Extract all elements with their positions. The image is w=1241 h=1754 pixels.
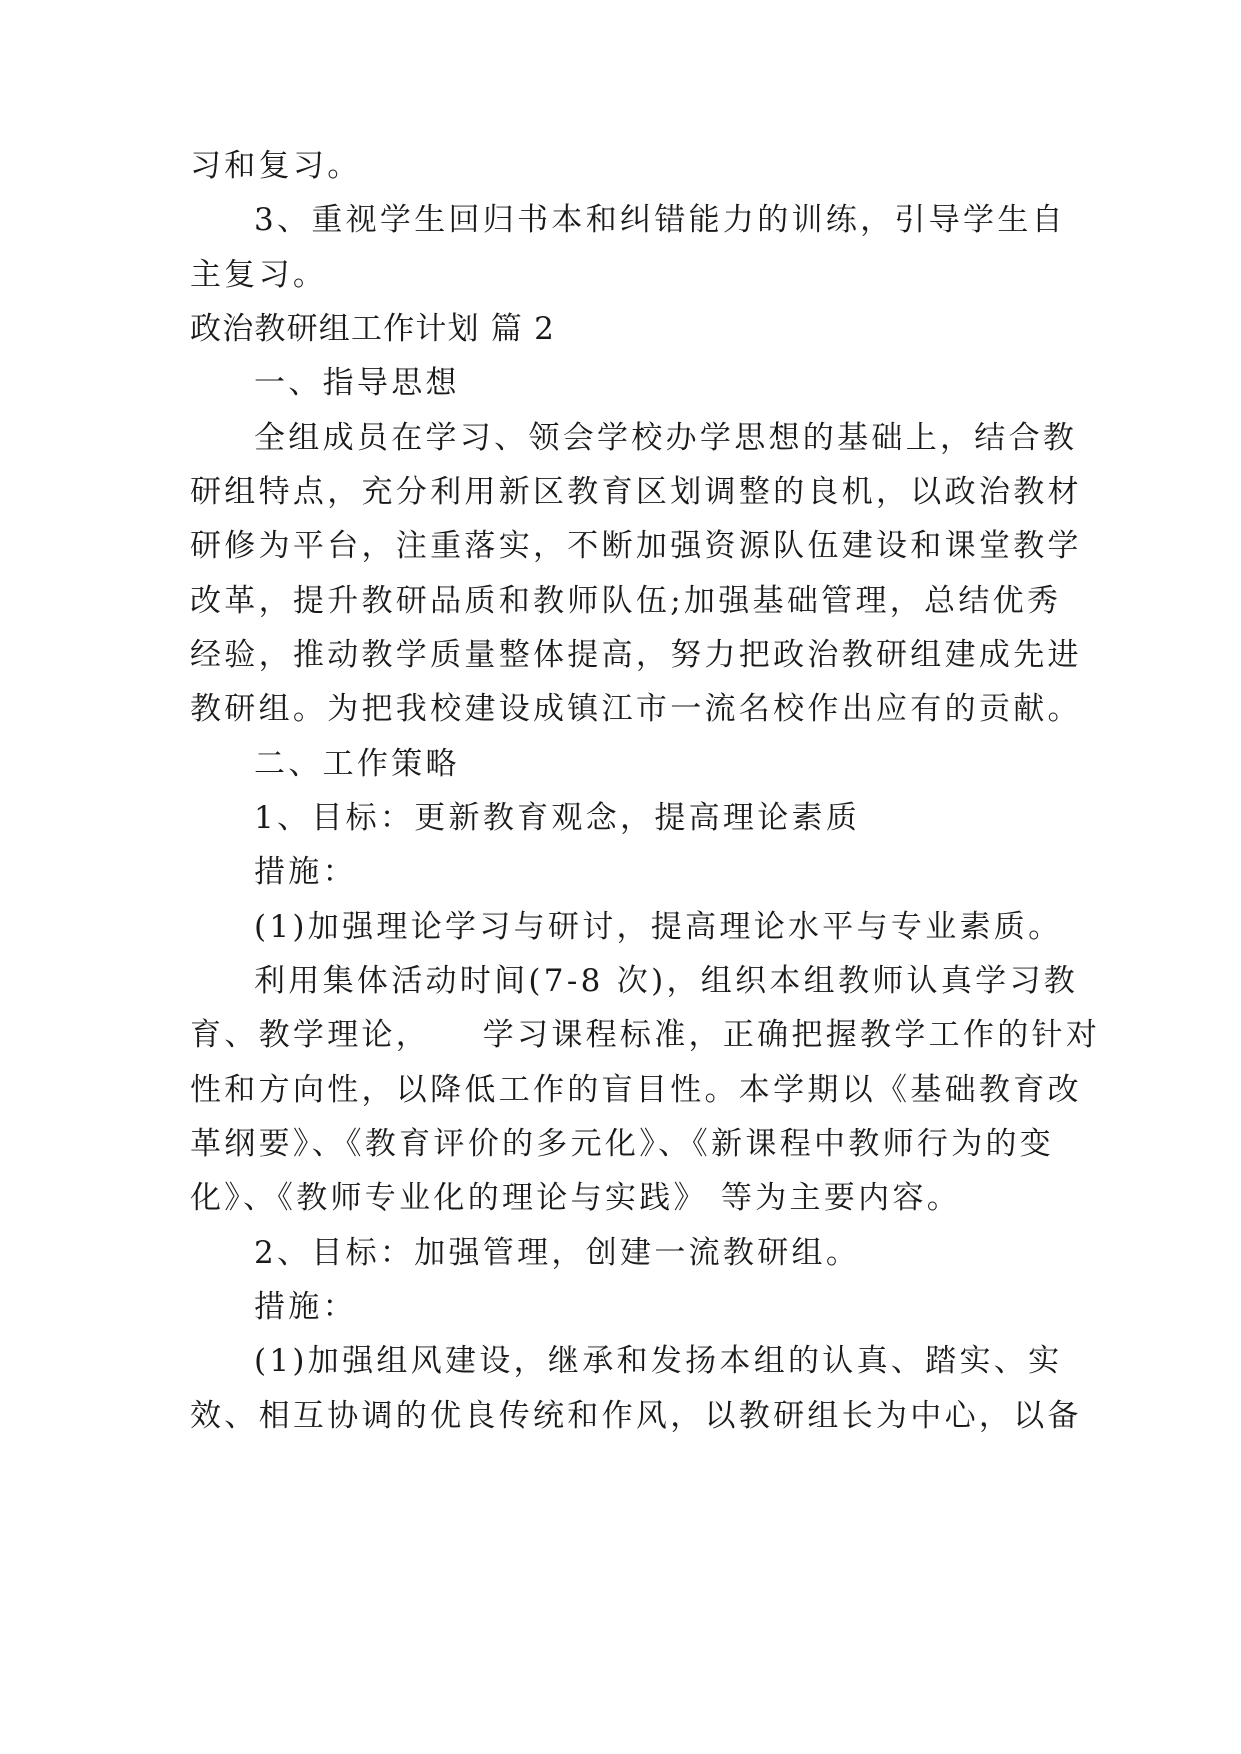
text-line: 经验，推动教学质量整体提高，努力把政治教研组建成先进 [190, 637, 1082, 673]
text-line: 2、目标：加强管理，创建一流教研组。 [254, 1235, 861, 1271]
text-line: 3、重视学生回归书本和纠错能力的训练，引导学生自 [254, 202, 1066, 238]
text-line: 教研组。为把我校建设成镇江市一流名校作出应有的贡献。 [190, 691, 1082, 727]
text-line: 改革，提升教研品质和教师队伍;加强基础管理，总结优秀 [190, 583, 1062, 619]
text-line: 研修为平台，注重落实，不断加强资源队伍建设和课堂教学 [190, 528, 1082, 564]
text-line: 效、相互协调的优良传统和作风，以教研组长为中心，以备 [190, 1398, 1082, 1434]
text-line: 革纲要》、《教育评价的多元化》、《新课程中教师行为的变 [190, 1126, 1055, 1162]
text-line: 全组成员在学习、领会学校办学思想的基础上，结合教 [254, 420, 1078, 456]
text-line: 利用集体活动时间(7-8 次)，组织本组教师认真学习教 [254, 963, 1079, 999]
text-line: 主复习。 [190, 257, 328, 293]
text-line: 习和复习。 [190, 148, 362, 184]
text-line: (1)加强理论学习与研讨，提高理论水平与专业素质。 [254, 909, 1063, 945]
text-line: 性和方向性，以降低工作的盲目性。本学期以《基础教育改 [190, 1072, 1082, 1108]
text-line: 研组特点，充分利用新区教育区划调整的良机，以政治教材 [190, 474, 1082, 510]
text-line: 1、目标：更新教育观念，提高理论素质 [254, 800, 861, 836]
text-line: 一、指导思想 [254, 365, 460, 401]
text-line: 二、工作策略 [254, 746, 460, 782]
text-line: 措施： [254, 1289, 357, 1325]
text-line: (1)加强组风建设，继承和发扬本组的认真、踏实、实 [254, 1343, 1063, 1379]
text-line: 措施： [254, 854, 357, 890]
text-line: 育、教学理论， 学习课程标准，正确把握教学工作的针对 [190, 1017, 1101, 1053]
text-line: 化》、《教师专业化的理论与实践》 等为主要内容。 [190, 1180, 962, 1216]
section-title: 政治教研组工作计划 篇 2 [190, 311, 556, 347]
